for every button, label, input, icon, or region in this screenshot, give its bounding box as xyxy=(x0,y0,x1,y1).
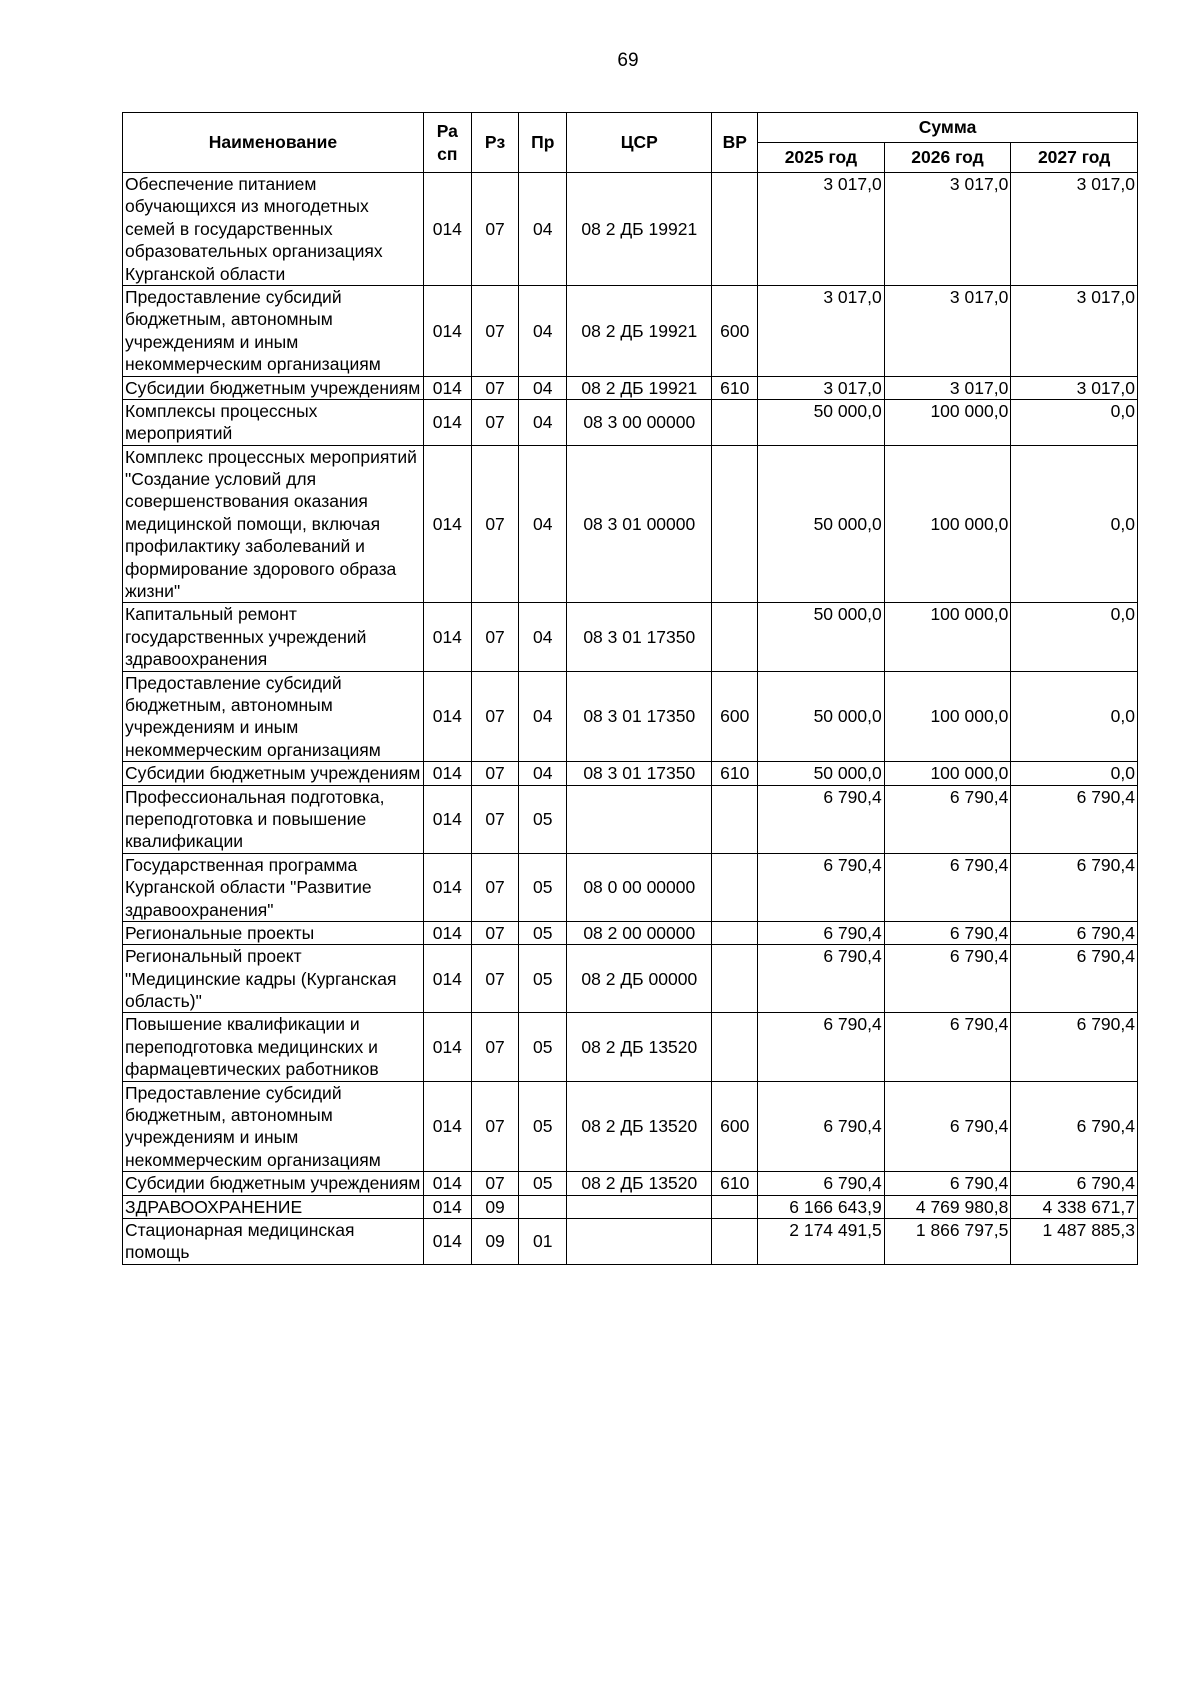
row-pr: 05 xyxy=(519,1081,567,1172)
row-pr: 04 xyxy=(519,173,567,286)
row-csr: 08 2 ДБ 13520 xyxy=(567,1172,712,1195)
row-vr xyxy=(712,921,758,944)
row-amount-2026: 100 000,0 xyxy=(884,445,1011,603)
row-pr xyxy=(519,1195,567,1218)
row-amount-2027: 6 790,4 xyxy=(1011,1013,1138,1081)
header-sum: Сумма xyxy=(758,113,1138,143)
row-csr: 08 3 00 00000 xyxy=(567,399,712,445)
row-rasp: 014 xyxy=(423,762,471,785)
row-vr: 600 xyxy=(712,1081,758,1172)
row-amount-2025: 3 017,0 xyxy=(758,376,885,399)
table-row xyxy=(123,445,1138,603)
row-csr: 08 3 01 17350 xyxy=(567,603,712,671)
row-rasp: 014 xyxy=(423,1172,471,1195)
row-rz: 07 xyxy=(471,762,519,785)
row-pr: 05 xyxy=(519,785,567,853)
row-name: Региональные проекты xyxy=(123,921,424,944)
table-row xyxy=(123,1081,1138,1172)
row-amount-2027: 0,0 xyxy=(1011,762,1138,785)
table-row xyxy=(123,1218,1138,1264)
table-header xyxy=(123,113,1138,173)
row-pr: 04 xyxy=(519,671,567,762)
row-amount-2027: 6 790,4 xyxy=(1011,785,1138,853)
row-rz: 07 xyxy=(471,1081,519,1172)
row-rasp: 014 xyxy=(423,671,471,762)
header-vr: ВР xyxy=(712,113,758,173)
table-row xyxy=(123,603,1138,671)
row-csr xyxy=(567,1195,712,1218)
header-year-2026: 2026 год xyxy=(884,143,1011,173)
row-csr: 08 2 ДБ 19921 xyxy=(567,285,712,376)
row-pr: 05 xyxy=(519,853,567,921)
row-amount-2026: 6 790,4 xyxy=(884,1013,1011,1081)
row-amount-2026: 100 000,0 xyxy=(884,603,1011,671)
row-amount-2026: 3 017,0 xyxy=(884,285,1011,376)
row-csr xyxy=(567,785,712,853)
row-amount-2027: 4 338 671,7 xyxy=(1011,1195,1138,1218)
row-rasp: 014 xyxy=(423,173,471,286)
row-amount-2026: 6 790,4 xyxy=(884,785,1011,853)
row-amount-2025: 6 790,4 xyxy=(758,921,885,944)
row-amount-2025: 50 000,0 xyxy=(758,399,885,445)
row-name: Капитальный ремонт государственных учреждений здравоохранения xyxy=(123,603,424,671)
row-amount-2025: 6 790,4 xyxy=(758,853,885,921)
row-rz: 07 xyxy=(471,671,519,762)
table-row xyxy=(123,921,1138,944)
row-rz: 07 xyxy=(471,603,519,671)
table-row xyxy=(123,173,1138,286)
row-vr xyxy=(712,399,758,445)
row-rasp: 014 xyxy=(423,1081,471,1172)
table-row xyxy=(123,285,1138,376)
row-pr: 04 xyxy=(519,445,567,603)
table-row xyxy=(123,785,1138,853)
row-amount-2025: 6 790,4 xyxy=(758,1081,885,1172)
row-amount-2025: 50 000,0 xyxy=(758,762,885,785)
row-amount-2025: 3 017,0 xyxy=(758,173,885,286)
row-name: ЗДРАВООХРАНЕНИЕ xyxy=(123,1195,424,1218)
row-rasp: 014 xyxy=(423,285,471,376)
table-row xyxy=(123,376,1138,399)
row-rz: 07 xyxy=(471,921,519,944)
row-amount-2026: 6 790,4 xyxy=(884,853,1011,921)
row-name: Субсидии бюджетным учреждениям xyxy=(123,762,424,785)
row-name: Стационарная медицинская помощь xyxy=(123,1218,424,1264)
row-rz: 07 xyxy=(471,285,519,376)
row-amount-2026: 4 769 980,8 xyxy=(884,1195,1011,1218)
row-pr: 04 xyxy=(519,285,567,376)
row-csr: 08 2 ДБ 19921 xyxy=(567,376,712,399)
row-vr xyxy=(712,603,758,671)
budget-table xyxy=(122,112,1138,1265)
row-name: Предоставление субсидий бюджетным, автономным учреждениям и иным некоммерческим организациям xyxy=(123,1081,424,1172)
row-rasp: 014 xyxy=(423,603,471,671)
table-row xyxy=(123,853,1138,921)
row-rasp: 014 xyxy=(423,376,471,399)
row-amount-2025: 3 017,0 xyxy=(758,285,885,376)
row-pr: 05 xyxy=(519,1172,567,1195)
row-amount-2026: 3 017,0 xyxy=(884,376,1011,399)
header-year-2025: 2025 год xyxy=(758,143,885,173)
row-rasp: 014 xyxy=(423,921,471,944)
row-amount-2027: 0,0 xyxy=(1011,671,1138,762)
header-year-2027: 2027 год xyxy=(1011,143,1138,173)
row-rasp: 014 xyxy=(423,1218,471,1264)
row-amount-2027: 6 790,4 xyxy=(1011,945,1138,1013)
row-amount-2025: 50 000,0 xyxy=(758,603,885,671)
row-rz: 07 xyxy=(471,173,519,286)
row-amount-2027: 6 790,4 xyxy=(1011,921,1138,944)
row-name: Обеспечение питанием обучающихся из многодетных семей в государственных образовательных организациях Курганской области xyxy=(123,173,424,286)
row-amount-2026: 1 866 797,5 xyxy=(884,1218,1011,1264)
table-row xyxy=(123,945,1138,1013)
row-vr: 610 xyxy=(712,1172,758,1195)
row-amount-2027: 3 017,0 xyxy=(1011,173,1138,286)
row-amount-2025: 6 790,4 xyxy=(758,785,885,853)
row-amount-2026: 6 790,4 xyxy=(884,945,1011,1013)
page-number: 69 xyxy=(617,50,639,71)
row-vr: 600 xyxy=(712,671,758,762)
row-amount-2027: 0,0 xyxy=(1011,399,1138,445)
row-pr: 04 xyxy=(519,603,567,671)
row-csr: 08 2 ДБ 13520 xyxy=(567,1081,712,1172)
row-amount-2025: 2 174 491,5 xyxy=(758,1218,885,1264)
row-name: Комплекс процессных мероприятий "Создание условий для совершенствования оказания медицинской помощи, включая профилактику заболеваний и формирование здорового образа жизни" xyxy=(123,445,424,603)
row-pr: 04 xyxy=(519,376,567,399)
row-rasp: 014 xyxy=(423,445,471,603)
row-csr: 08 2 ДБ 00000 xyxy=(567,945,712,1013)
row-csr: 08 3 01 17350 xyxy=(567,762,712,785)
row-pr: 01 xyxy=(519,1218,567,1264)
row-amount-2026: 100 000,0 xyxy=(884,762,1011,785)
row-amount-2027: 3 017,0 xyxy=(1011,285,1138,376)
row-vr: 600 xyxy=(712,285,758,376)
row-amount-2025: 6 790,4 xyxy=(758,1172,885,1195)
row-csr: 08 3 01 17350 xyxy=(567,671,712,762)
row-amount-2027: 3 017,0 xyxy=(1011,376,1138,399)
row-rasp: 014 xyxy=(423,785,471,853)
table-row xyxy=(123,671,1138,762)
row-csr: 08 0 00 00000 xyxy=(567,853,712,921)
header-rz: Рз xyxy=(471,113,519,173)
row-csr: 08 2 ДБ 19921 xyxy=(567,173,712,286)
row-amount-2025: 50 000,0 xyxy=(758,671,885,762)
row-name: Государственная программа Курганской области "Развитие здравоохранения" xyxy=(123,853,424,921)
row-amount-2027: 0,0 xyxy=(1011,445,1138,603)
table-row xyxy=(123,1195,1138,1218)
row-rz: 07 xyxy=(471,785,519,853)
row-name: Субсидии бюджетным учреждениям xyxy=(123,1172,424,1195)
row-csr: 08 2 00 00000 xyxy=(567,921,712,944)
row-amount-2026: 6 790,4 xyxy=(884,1172,1011,1195)
row-amount-2026: 100 000,0 xyxy=(884,671,1011,762)
table-row xyxy=(123,399,1138,445)
row-amount-2025: 6 166 643,9 xyxy=(758,1195,885,1218)
row-vr: 610 xyxy=(712,762,758,785)
row-amount-2026: 6 790,4 xyxy=(884,1081,1011,1172)
row-rasp: 014 xyxy=(423,1195,471,1218)
row-rz: 07 xyxy=(471,1172,519,1195)
row-vr xyxy=(712,445,758,603)
row-pr: 04 xyxy=(519,762,567,785)
row-amount-2027: 6 790,4 xyxy=(1011,1081,1138,1172)
row-rasp: 014 xyxy=(423,853,471,921)
row-rz: 07 xyxy=(471,376,519,399)
row-name: Профессиональная подготовка, переподготовка и повышение квалификации xyxy=(123,785,424,853)
row-csr: 08 3 01 00000 xyxy=(567,445,712,603)
row-name: Предоставление субсидий бюджетным, автономным учреждениям и иным некоммерческим организациям xyxy=(123,285,424,376)
row-amount-2026: 6 790,4 xyxy=(884,921,1011,944)
row-rz: 07 xyxy=(471,399,519,445)
row-vr xyxy=(712,785,758,853)
row-pr: 05 xyxy=(519,945,567,1013)
header-rasp: Ра сп xyxy=(423,113,471,173)
row-amount-2026: 3 017,0 xyxy=(884,173,1011,286)
row-name: Повышение квалификации и переподготовка медицинских и фармацевтических работников xyxy=(123,1013,424,1081)
header-name: Наименование xyxy=(123,113,424,173)
row-csr xyxy=(567,1218,712,1264)
table-row xyxy=(123,1172,1138,1195)
row-name: Предоставление субсидий бюджетным, автономным учреждениям и иным некоммерческим организациям xyxy=(123,671,424,762)
row-pr: 04 xyxy=(519,399,567,445)
row-csr: 08 2 ДБ 13520 xyxy=(567,1013,712,1081)
row-vr xyxy=(712,853,758,921)
row-amount-2027: 0,0 xyxy=(1011,603,1138,671)
row-rz: 07 xyxy=(471,853,519,921)
row-amount-2027: 6 790,4 xyxy=(1011,1172,1138,1195)
row-rasp: 014 xyxy=(423,945,471,1013)
row-name: Субсидии бюджетным учреждениям xyxy=(123,376,424,399)
row-pr: 05 xyxy=(519,1013,567,1081)
row-pr: 05 xyxy=(519,921,567,944)
row-rz: 09 xyxy=(471,1195,519,1218)
row-rz: 07 xyxy=(471,945,519,1013)
row-rz: 09 xyxy=(471,1218,519,1264)
row-vr xyxy=(712,945,758,1013)
header-pr: Пр xyxy=(519,113,567,173)
row-rz: 07 xyxy=(471,1013,519,1081)
row-rasp: 014 xyxy=(423,399,471,445)
row-vr xyxy=(712,1013,758,1081)
row-vr xyxy=(712,1195,758,1218)
row-amount-2025: 6 790,4 xyxy=(758,945,885,1013)
row-amount-2026: 100 000,0 xyxy=(884,399,1011,445)
row-vr: 610 xyxy=(712,376,758,399)
row-name: Региональный проект "Медицинские кадры (Курганская область)" xyxy=(123,945,424,1013)
header-csr: ЦСР xyxy=(567,113,712,173)
table-body xyxy=(123,173,1138,1265)
table-row xyxy=(123,1013,1138,1081)
table-row xyxy=(123,762,1138,785)
row-rz: 07 xyxy=(471,445,519,603)
row-amount-2027: 1 487 885,3 xyxy=(1011,1218,1138,1264)
row-amount-2025: 6 790,4 xyxy=(758,1013,885,1081)
row-amount-2025: 50 000,0 xyxy=(758,445,885,603)
row-name: Комплексы процессных мероприятий xyxy=(123,399,424,445)
row-vr xyxy=(712,173,758,286)
row-amount-2027: 6 790,4 xyxy=(1011,853,1138,921)
row-rasp: 014 xyxy=(423,1013,471,1081)
row-vr xyxy=(712,1218,758,1264)
